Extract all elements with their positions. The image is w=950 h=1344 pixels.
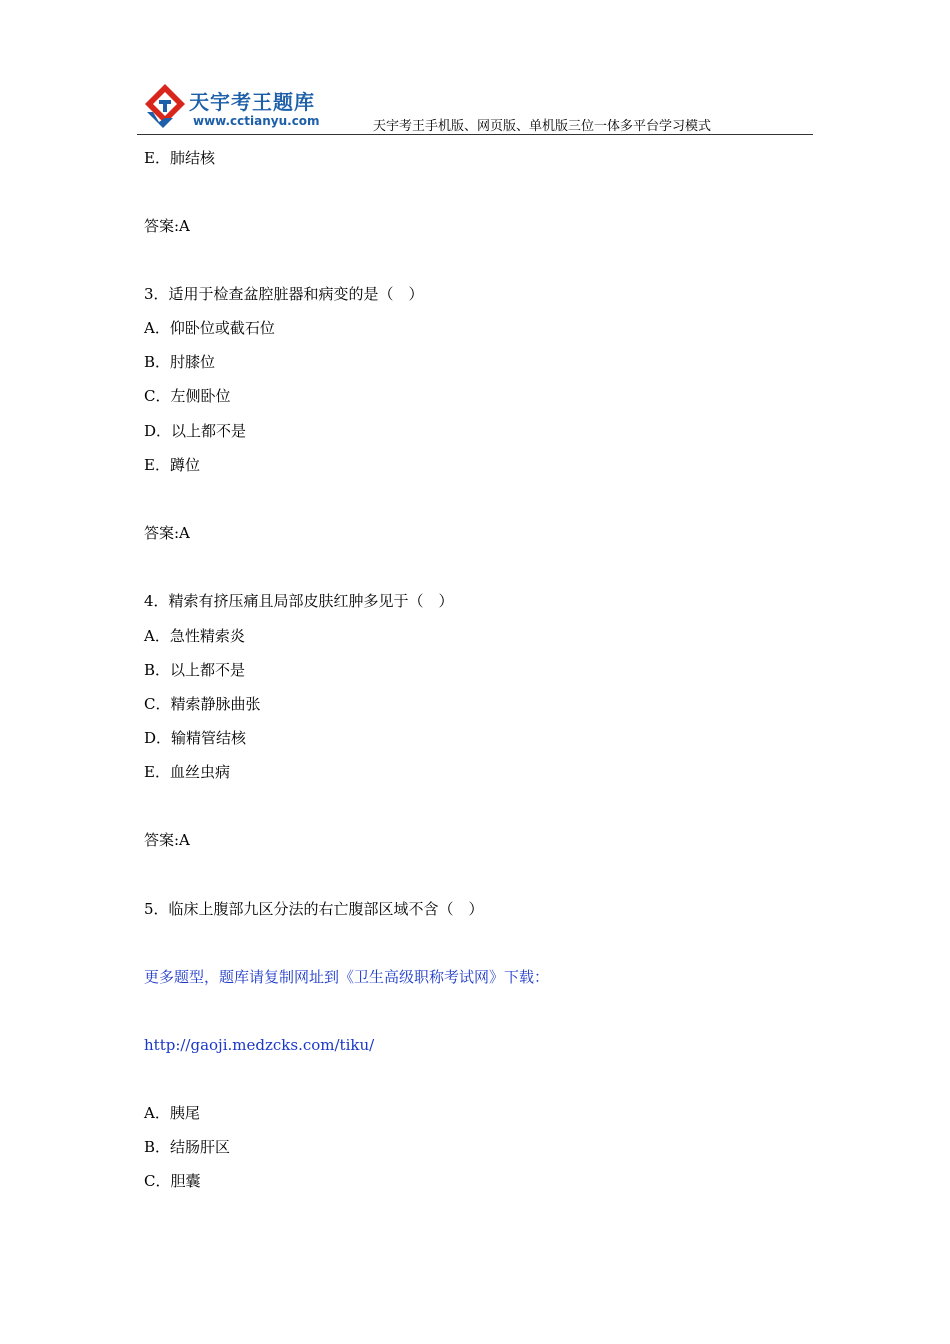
q4-option-a: A．急性精索炎 [144,627,245,645]
q3-option-b: B．肘膝位 [144,353,216,371]
q5-stem: 5．临床上腹部九区分法的右亡腹部区域不含（ ） [144,900,484,918]
logo-name: 天宇考王题库 [189,90,315,114]
q3-option-c: C．左侧卧位 [144,387,231,405]
q3-answer: 答案:A [144,524,190,542]
logo-url: www.cctianyu.com [193,114,320,128]
promo-text: 更多题型，题库请复制网址到《卫生高级职称考试网》下载： [144,968,550,986]
q2-option-e: E．肺结核 [144,149,215,167]
q4-option-c: C．精索静脉曲张 [144,695,261,713]
q3-option-a: A．仰卧位或截石位 [144,319,275,337]
q4-option-e: E．血丝虫病 [144,763,230,781]
promo-link[interactable]: http://gaoji.medzcks.com/tiku/ [144,1036,375,1054]
q4-option-d: D．输精管结核 [144,729,247,747]
q3-option-d: D．以上都不是 [144,422,247,440]
q5-option-b: B．结肠肝区 [144,1138,231,1156]
q4-stem: 4．精索有挤压痛且局部皮肤红肿多见于（ ） [144,592,454,610]
q5-option-a: A．胰尾 [144,1104,200,1122]
q2-answer: 答案:A [144,217,190,235]
logo-emblem-icon [143,82,187,130]
q4-answer: 答案:A [144,831,190,849]
q3-stem: 3．适用于检查盆腔脏器和病变的是（ ） [144,285,424,303]
page-header [137,80,813,135]
q5-option-c: C．胆囊 [144,1172,201,1190]
site-logo [143,82,333,132]
q3-option-e: E．蹲位 [144,456,200,474]
header-tagline: 天宇考王手机版、网页版、单机版三位一体多平台学习模式 [373,119,712,134]
q4-option-b: B．以上都不是 [144,661,246,679]
